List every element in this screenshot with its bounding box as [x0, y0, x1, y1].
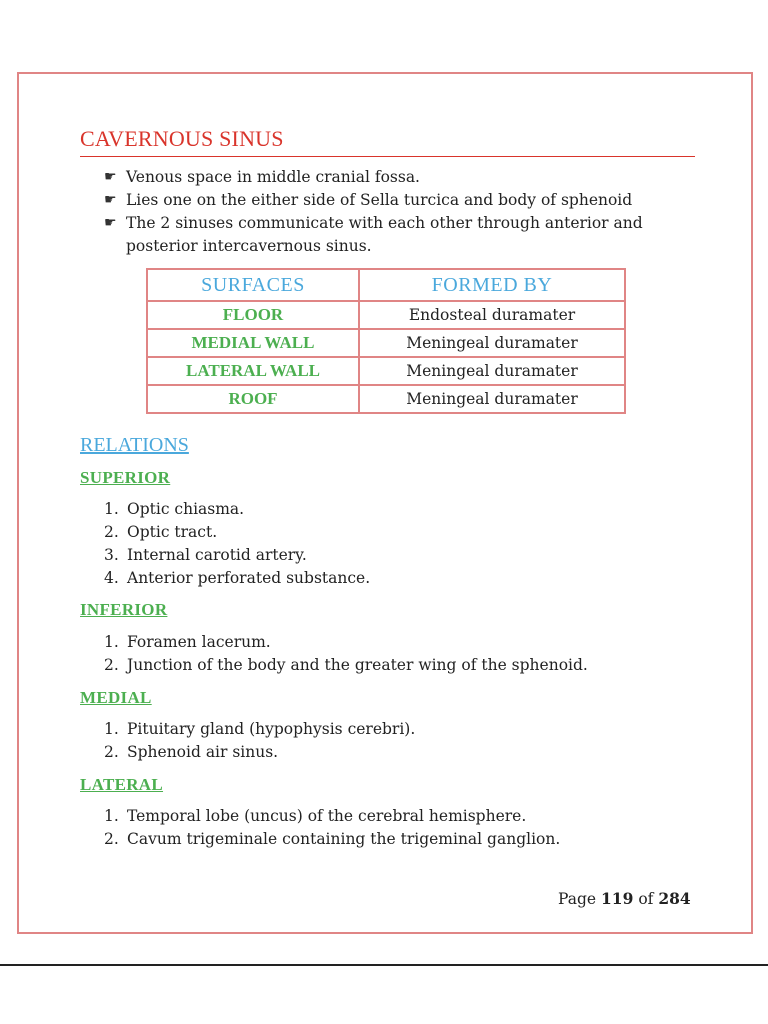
list-item: 1. Optic chiasma. [104, 500, 245, 518]
medial-heading: MEDIAL [80, 688, 152, 707]
list-item: 2. Junction of the body and the greater wing of the sphenoid. [104, 656, 588, 674]
medial-list [104, 718, 415, 764]
intro-bullets [104, 166, 704, 258]
list-item: 2. Optic tract. [104, 523, 218, 541]
formed-by-cell: Endosteal duramater [359, 301, 625, 329]
list-item: 3. Internal carotid artery. [104, 546, 307, 564]
table-row [147, 357, 625, 385]
surface-cell: LATERAL WALL [147, 357, 359, 385]
table-row [147, 385, 625, 413]
table-header: FORMED BY [359, 269, 625, 301]
lateral-list [104, 805, 560, 851]
formed-by-cell: Meningeal duramater [359, 329, 625, 357]
inferior-list [104, 631, 588, 677]
pointing-hand-icon: ☛ [104, 192, 117, 208]
bullet-item: ☛ Venous space in middle cranial fossa. [104, 166, 704, 189]
surface-cell: ROOF [147, 385, 359, 413]
bullet-item: ☛ The 2 sinuses communicate with each other through anterior and posterior intercavernous sinus. [104, 214, 643, 255]
superior-heading: SUPERIOR [80, 468, 171, 487]
page-title: CAVERNOUS SINUS [80, 126, 284, 151]
list-item: 1. Foramen lacerum. [104, 633, 271, 651]
lateral-heading: LATERAL [80, 775, 164, 794]
bottom-divider [0, 964, 768, 966]
relations-heading: RELATIONS [80, 434, 189, 456]
list-item: 4. Anterior perforated substance. [104, 569, 371, 587]
formed-by-cell: Meningeal duramater [359, 357, 625, 385]
bullet-item: ☛ Lies one on the either side of Sella turcica and body of sphenoid [104, 189, 704, 212]
table-header: SURFACES [147, 269, 359, 301]
title-underline [80, 156, 695, 157]
pointing-hand-icon: ☛ [104, 215, 117, 231]
list-item: 1. Pituitary gland (hypophysis cerebri). [104, 720, 416, 738]
surface-cell: FLOOR [147, 301, 359, 329]
table-row [147, 329, 625, 357]
current-page: 119 [601, 889, 634, 908]
table-header-row [147, 269, 625, 301]
inferior-heading: INFERIOR [80, 600, 168, 619]
list-item: 1. Temporal lobe (uncus) of the cerebral hemisphere. [104, 807, 527, 825]
surfaces-table [146, 268, 626, 414]
page-number: Page 119 of 284 [558, 889, 691, 908]
total-pages: 284 [658, 889, 691, 908]
superior-list [104, 498, 370, 590]
surface-cell: MEDIAL WALL [147, 329, 359, 357]
list-item: 2. Cavum trigeminale containing the trigeminal ganglion. [104, 830, 561, 848]
pointing-hand-icon: ☛ [104, 169, 117, 185]
list-item: 2. Sphenoid air sinus. [104, 743, 279, 761]
table-row [147, 301, 625, 329]
formed-by-cell: Meningeal duramater [359, 385, 625, 413]
